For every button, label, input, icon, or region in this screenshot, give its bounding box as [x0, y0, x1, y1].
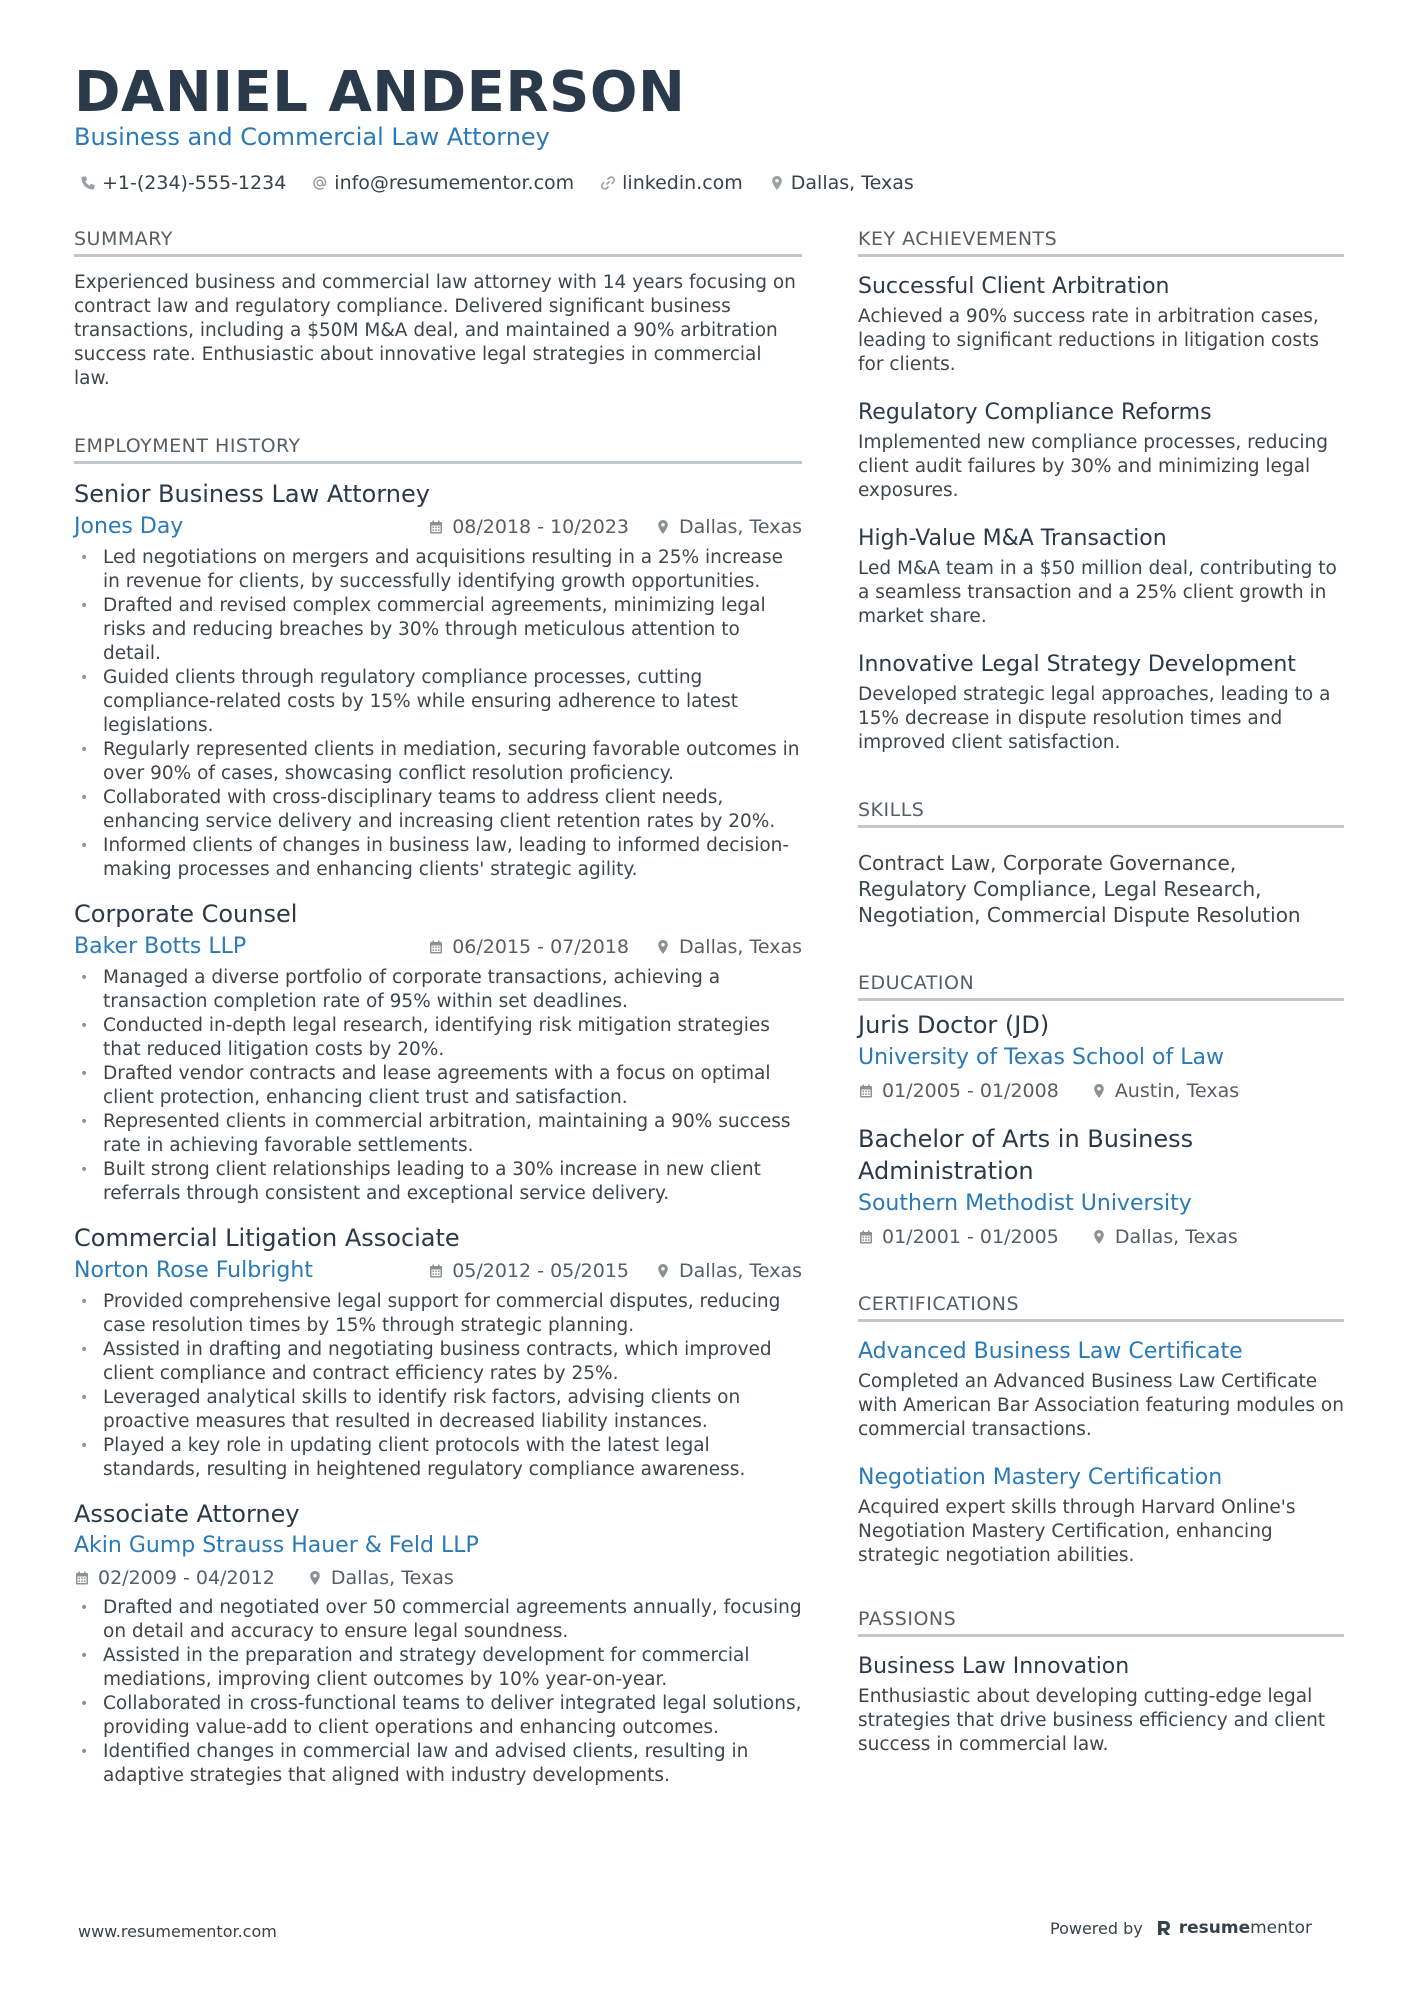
- job-bullet: • Drafted vendor contracts and lease agreements with a focus on optimal client protection, enhancing client trust and satisfaction.: [74, 1062, 802, 1110]
- passion-item: [858, 1651, 1344, 1757]
- certifications-heading: CERTIFICATIONS: [858, 1289, 1344, 1322]
- job-title: Corporate Counsel: [74, 900, 298, 928]
- job-company: Baker Botts LLP: [74, 934, 247, 959]
- education-location: Austin, Texas: [1114, 1080, 1240, 1102]
- job-entry: [74, 478, 802, 882]
- achievement-desc: Led M&A team in a $50 million deal, contributing to a seamless transaction and a 25% client growth in market share.: [858, 558, 1337, 627]
- job-entry: [74, 898, 802, 1206]
- contact-linkedin-text: linkedin.com: [622, 172, 743, 194]
- job-bullet: • Drafted and negotiated over 50 commercial agreements annually, focusing on detail and accuracy to ensure legal soundness.: [74, 1596, 802, 1644]
- job-bullets: [74, 1290, 802, 1482]
- map-pin-icon: [769, 175, 785, 191]
- employment-heading: EMPLOYMENT HISTORY: [74, 431, 802, 464]
- contact-location-text: Dallas, Texas: [790, 172, 914, 194]
- job-location: Dallas, Texas: [679, 1260, 802, 1282]
- achievement-title: High-Value M&A Transaction: [858, 526, 1167, 551]
- education-school: Southern Methodist University: [858, 1191, 1192, 1216]
- map-pin-icon: [1091, 1229, 1107, 1245]
- certification-item: [858, 1336, 1344, 1442]
- calendar-icon: [74, 1570, 90, 1586]
- education-heading: EDUCATION: [858, 968, 1344, 1001]
- job-bullet: • Guided clients through regulatory compliance processes, cutting compliance-related costs by 15% while ensuring adherence to latest legislations.: [74, 666, 802, 738]
- contact-linkedin[interactable]: [600, 172, 743, 194]
- achievement-item: [858, 397, 1344, 503]
- map-pin-icon: [655, 1263, 671, 1279]
- map-pin-icon: [655, 519, 671, 535]
- passion-title: Business Law Innovation: [858, 1654, 1130, 1679]
- right-column: [858, 224, 1344, 1777]
- job-company: Jones Day: [74, 514, 184, 539]
- achievement-desc: Achieved a 90% success rate in arbitration cases, leading to significant reductions in litigation costs for clients.: [858, 306, 1319, 375]
- job-meta: [74, 930, 802, 964]
- job-bullet: • Collaborated with cross-disciplinary teams to address client needs, enhancing service delivery and increasing client retention rates by 20%.: [74, 786, 802, 834]
- job-dates: 02/2009 - 04/2012: [98, 1567, 275, 1589]
- job-title: Commercial Litigation Associate: [74, 1224, 460, 1252]
- phone-icon: [80, 175, 96, 191]
- education-school: University of Texas School of Law: [858, 1045, 1224, 1070]
- job-entry: [74, 1498, 802, 1788]
- job-bullet: • Managed a diverse portfolio of corporate transactions, achieving a transaction completion rate of 95% within set deadlines.: [74, 966, 802, 1014]
- achievement-title: Regulatory Compliance Reforms: [858, 400, 1212, 425]
- link-icon: [600, 175, 616, 191]
- achievement-item: [858, 649, 1344, 755]
- job-dates: 08/2018 - 10/2023: [452, 516, 630, 538]
- calendar-icon: [428, 519, 444, 535]
- map-pin-icon: [1091, 1083, 1107, 1099]
- job-title: Senior Business Law Attorney: [74, 480, 430, 508]
- achievements-heading: KEY ACHIEVEMENTS: [858, 224, 1344, 257]
- certification-title: Negotiation Mastery Certification: [858, 1465, 1223, 1490]
- job-bullet: • Conducted in-depth legal research, identifying risk mitigation strategies that reduced litigation costs by 20%.: [74, 1014, 802, 1062]
- job-bullets: [74, 966, 802, 1206]
- education-degree: Juris Doctor (JD): [858, 1011, 1050, 1039]
- education-meta: [858, 1221, 1344, 1253]
- job-bullets: [74, 1596, 802, 1788]
- job-bullet: • Represented clients in commercial arbitration, maintaining a 90% success rate in achieving favorable settlements.: [74, 1110, 802, 1158]
- resumementor-logo-icon: [1155, 1919, 1173, 1937]
- job-dates: 05/2012 - 05/2015: [452, 1260, 630, 1282]
- summary-heading: SUMMARY: [74, 224, 802, 257]
- job-company: Norton Rose Fulbright: [74, 1258, 313, 1283]
- calendar-icon: [428, 939, 444, 955]
- job-bullet: • Identified changes in commercial law and advised clients, resulting in adaptive strategies that aligned with industry developments.: [74, 1740, 802, 1788]
- certification-desc: Acquired expert skills through Harvard Online's Negotiation Mastery Certification, enhancing strategic negotiation abilities.: [858, 1497, 1296, 1566]
- job-location: Dallas, Texas: [679, 516, 802, 538]
- passion-desc: Enthusiastic about developing cutting-edge legal strategies that drive business efficiency and client success in commercial law.: [858, 1686, 1326, 1755]
- education-dates: 01/2001 - 01/2005: [882, 1226, 1059, 1248]
- job-bullet: • Assisted in the preparation and strategy development for commercial mediations, improving client outcomes by 10% year-on-year.: [74, 1644, 802, 1692]
- job-bullet: • Assisted in drafting and negotiating business contracts, which improved client compliance and contract efficiency rates by 25%.: [74, 1338, 802, 1386]
- job-bullet: • Informed clients of changes in business law, leading to informed decision-making processes and enhancing clients' strategic agility.: [74, 834, 802, 882]
- job-location: Dallas, Texas: [330, 1567, 454, 1589]
- footer-website[interactable]: www.resumementor.com: [78, 1922, 277, 1941]
- job-title: Associate Attorney: [74, 1500, 300, 1528]
- education-location: Dallas, Texas: [1114, 1226, 1238, 1248]
- job-location: Dallas, Texas: [679, 936, 802, 958]
- education-meta: [858, 1075, 1344, 1107]
- job-bullet: • Collaborated in cross-functional teams to deliver integrated legal solutions, providing value-add to client operations and enhancing outcomes.: [74, 1692, 802, 1740]
- achievement-item: [858, 523, 1344, 629]
- job-entry: [74, 1222, 802, 1482]
- powered-by-label: Powered by: [1050, 1918, 1143, 1938]
- job-meta: [74, 1254, 802, 1288]
- brand-bold: resume: [1178, 1918, 1251, 1938]
- achievement-title: Innovative Legal Strategy Development: [858, 652, 1296, 677]
- calendar-icon: [858, 1229, 874, 1245]
- map-pin-icon: [307, 1570, 323, 1586]
- job-bullet: • Led negotiations on mergers and acquisitions resulting in a 25% increase in revenue for clients, by successfully identifying growth opportunities.: [74, 546, 802, 594]
- education-degree: Bachelor of Arts in Business Administration: [858, 1125, 1194, 1185]
- job-bullet: • Regularly represented clients in mediation, securing favorable outcomes in over 90% of cases, showcasing conflict resolution proficiency.: [74, 738, 802, 786]
- map-pin-icon: [655, 939, 671, 955]
- achievement-item: [858, 271, 1344, 377]
- job-company: Akin Gump Strauss Hauer & Feld LLP: [74, 1533, 479, 1558]
- job-meta: [74, 1562, 802, 1594]
- calendar-icon: [858, 1083, 874, 1099]
- footer-powered: [1050, 1918, 1312, 1938]
- education-item: [858, 1009, 1344, 1107]
- certification-title: Advanced Business Law Certificate: [858, 1339, 1243, 1364]
- achievement-title: Successful Client Arbitration: [858, 274, 1170, 299]
- contact-email[interactable]: [312, 172, 574, 194]
- contact-email-text: info@resumementor.com: [334, 172, 575, 194]
- achievement-desc: Implemented new compliance processes, reducing client audit failures by 30% and minimizing legal exposures.: [858, 432, 1328, 501]
- skills-text: Contract Law, Corporate Governance, Regulatory Compliance, Legal Research, Negotiation, Commercial Dispute Resolution: [858, 851, 1301, 927]
- contact-phone-text: +1-(234)-555-1234: [102, 172, 287, 194]
- at-sign-icon: [312, 175, 328, 191]
- brand-rest: mentor: [1250, 1918, 1312, 1938]
- education-item: [858, 1123, 1344, 1253]
- candidate-title: Business and Commercial Law Attorney: [74, 123, 550, 151]
- job-bullet: • Played a key role in updating client protocols with the latest legal standards, resulting in heightened regulatory compliance awareness.: [74, 1434, 802, 1482]
- calendar-icon: [428, 1263, 444, 1279]
- certification-desc: Completed an Advanced Business Law Certificate with American Bar Association featuring modules on commercial transactions.: [858, 1371, 1344, 1440]
- education-dates: 01/2005 - 01/2008: [882, 1080, 1059, 1102]
- contact-bar: [80, 168, 914, 198]
- job-bullet: • Provided comprehensive legal support for commercial disputes, reducing case resolution times by 15% through strategic planning.: [74, 1290, 802, 1338]
- brand-logo[interactable]: [1155, 1918, 1312, 1938]
- summary-text: Experienced business and commercial law attorney with 14 years focusing on contract law and regulatory compliance. Delivered significant business transactions, including a $50M M&A deal, and maintained a 90% arbitration success rate. Enthusiastic about innovative legal strategies in commercial law.: [74, 272, 796, 389]
- achievement-desc: Developed strategic legal approaches, leading to a 15% decrease in dispute resolution times and improved client satisfaction.: [858, 684, 1331, 753]
- contact-phone[interactable]: [80, 172, 286, 194]
- candidate-name: DANIEL ANDERSON: [74, 60, 686, 125]
- left-column: [74, 224, 802, 1788]
- job-bullets: [74, 546, 802, 882]
- job-bullet: • Leveraged analytical skills to identify risk factors, advising clients on proactive measures that resulted in decreased liability instances.: [74, 1386, 802, 1434]
- certification-item: [858, 1462, 1344, 1568]
- contact-location: [769, 172, 914, 194]
- job-bullet: • Drafted and revised complex commercial agreements, minimizing legal risks and reducing breaches by 30% through meticulous attention to detail.: [74, 594, 802, 666]
- job-meta: [74, 510, 802, 544]
- skills-heading: SKILLS: [858, 795, 1344, 828]
- job-dates: 06/2015 - 07/2018: [452, 936, 630, 958]
- job-bullet: • Built strong client relationships leading to a 30% increase in new client referrals through consistent and exceptional service delivery.: [74, 1158, 802, 1206]
- passions-heading: PASSIONS: [858, 1604, 1344, 1637]
